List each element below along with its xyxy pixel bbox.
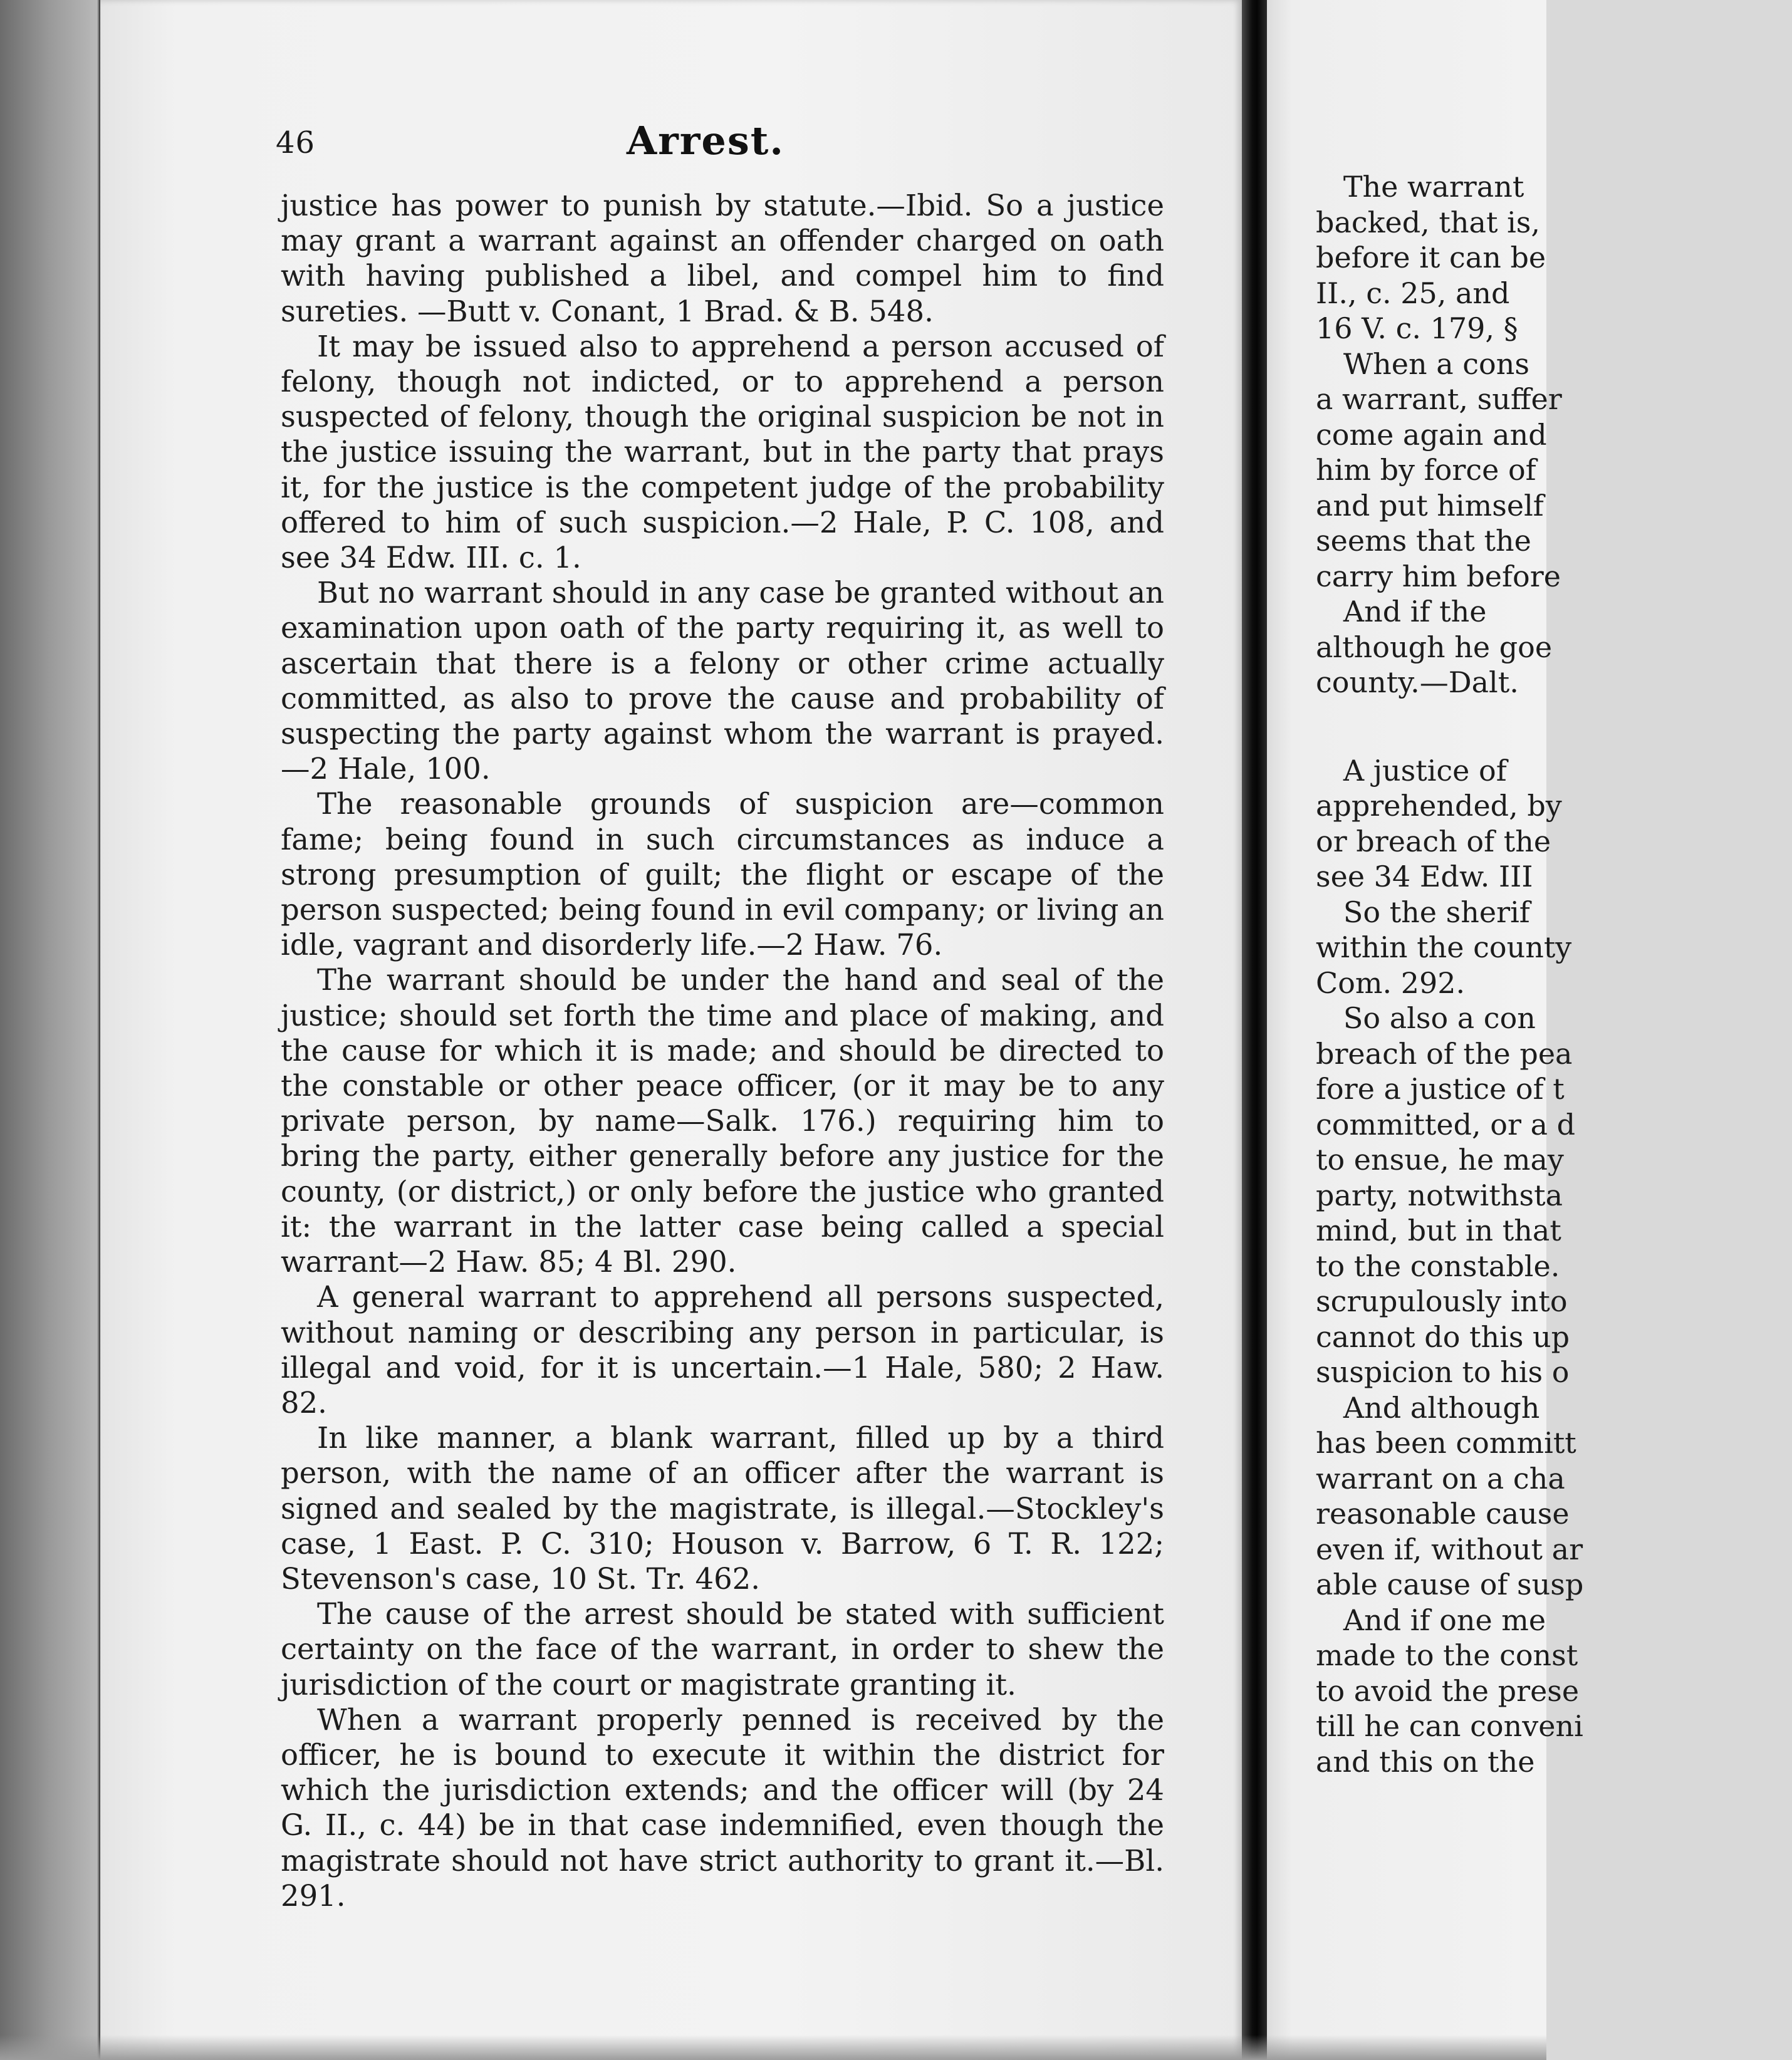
- right-page-line: carry him before: [1316, 559, 1561, 593]
- right-page-line: cannot do this up: [1316, 1319, 1570, 1354]
- right-page-line: committed, or a d: [1316, 1107, 1576, 1142]
- paragraph: But no warrant should in any case be granted without an examination upon oath of the party requiring it, as well to ascertain that there is a felony or other crime actually committed, as also to prove the cause and probability of suspecting the party against whom the warrant is prayed.—2 Hale, 100.: [281, 576, 1164, 786]
- paragraph: A general warrant to apprehend all persons suspected, without naming or describing any person in particular, is illegal and void, for it is uncertain.—1 Hale, 580; 2 Haw. 82.: [281, 1280, 1164, 1420]
- paragraph: The cause of the arrest should be stated with sufficient certainty on the face of the warrant, in order to shew the jurisdiction of the court or magistrate granting it.: [281, 1597, 1164, 1702]
- right-page-line: And if the: [1316, 595, 1487, 628]
- right-page-line: even if, without ar: [1316, 1532, 1583, 1566]
- main-text: [281, 188, 1164, 1913]
- right-page-line: to ensue, he may: [1316, 1143, 1564, 1177]
- right-page-line: and put himself: [1316, 488, 1544, 523]
- right-page-line: before it can be: [1316, 241, 1546, 274]
- right-page-line: county.—Dalt.: [1316, 665, 1519, 699]
- right-page-line: to avoid the prese: [1316, 1673, 1580, 1708]
- right-page-line: II., c. 25, and: [1316, 276, 1510, 310]
- right-page-line: and this on the: [1316, 1744, 1535, 1779]
- right-page-line: fore a justice of t: [1316, 1072, 1565, 1106]
- right-page-line: although he goe: [1316, 630, 1553, 664]
- right-page-line: A justice of: [1316, 753, 1507, 788]
- right-page-line: And if one me: [1316, 1603, 1546, 1637]
- right-page-line: come again and: [1316, 417, 1547, 452]
- right-page-line: able cause of susp: [1316, 1568, 1584, 1601]
- right-page-line: scrupulously into: [1316, 1284, 1568, 1318]
- right-page-line: till he can conveni: [1316, 1709, 1583, 1743]
- right-page-line: party, notwithsta: [1316, 1178, 1563, 1212]
- right-page-line: made to the const: [1316, 1638, 1578, 1672]
- right-page-line: him by force of: [1316, 453, 1536, 487]
- right-page-line: to the constable.: [1316, 1249, 1560, 1283]
- paragraph: In like manner, a blank warrant, filled up by a third person, with the name of an officer after the warrant is signed and sealed by the magistrate, is illegal.—Stockley's case, 1 East. P. C. 310; Houson v. Barrow, 6 T. R. 122; Stevenson's case, 10 St. Tr. 462.: [281, 1421, 1164, 1596]
- right-page-line: suspicion to his o: [1316, 1355, 1570, 1389]
- right-page-line: [1316, 700, 1792, 753]
- right-page-line: within the county: [1316, 930, 1572, 964]
- right-page-line: apprehended, by: [1316, 789, 1562, 823]
- book-gutter: [1242, 0, 1267, 2060]
- running-head: Arrest.: [627, 118, 785, 164]
- right-page-line: see 34 Edw. III: [1316, 860, 1533, 893]
- paragraph: justice has power to punish by statute.—Ibid. So a justice may grant a warrant against an offender charged on oath with having published a libel, and compel him to find sureties. —Butt v. Conant, 1 Brad. & B. 548.: [281, 189, 1164, 328]
- right-page-line: So also a con: [1316, 1001, 1536, 1035]
- right-page-line: 16 V. c. 179, §: [1316, 311, 1518, 345]
- right-page-line: mind, but in that: [1316, 1214, 1561, 1247]
- right-page-line: reasonable cause: [1316, 1497, 1570, 1531]
- right-page-line: When a cons: [1316, 346, 1529, 381]
- paragraph: It may be issued also to apprehend a person accused of felony, though not indicted, or to apprehend a person suspected of felony, though the original suspicion be not in the justice issuing the warrant, but in the party that prays it, for the justice is the competent judge of the probability offered to him of such suspicion.—2 Hale, P. C. 108, and see 34 Edw. III. c. 1.: [281, 329, 1164, 575]
- right-page-line: or breach of the: [1316, 824, 1551, 858]
- paragraph: The warrant should be under the hand and seal of the justice; should set forth the time and place of making, and the cause for which it is made; and should be directed to the constable or other peace officer, (or it may be to any private person, by name—Salk. 176.) requiring him to bring the party, either generally before any justice for the county, (or district,) or only before the justice who granted it: the warrant in the latter case being called a special warrant—2 Haw. 85; 4 Bl. 290.: [281, 963, 1164, 1279]
- right-page-line: Com. 292.: [1316, 965, 1466, 1000]
- right-page-line: So the sherif: [1316, 895, 1530, 929]
- right-page-line: a warrant, suffer: [1316, 382, 1562, 416]
- right-page-line: And although: [1316, 1390, 1540, 1425]
- right-page-line: seems that the: [1316, 524, 1531, 558]
- right-page-line: warrant on a cha: [1316, 1461, 1565, 1496]
- right-page-text: [1316, 169, 1792, 1779]
- right-page-line: The warrant: [1316, 170, 1524, 204]
- scan-border-bottom: [0, 2035, 1546, 2060]
- right-page-line: breach of the pea: [1316, 1036, 1573, 1071]
- right-page-line: has been committ: [1316, 1426, 1576, 1460]
- paragraph: When a warrant properly penned is received by the officer, he is bound to execute it within the district for which the jurisdiction extends; and the officer will (by 24 G. II., c. 44) be in that case indemnified, even though the magistrate should not have strict authority to grant it.—Bl. 291.: [281, 1702, 1164, 1913]
- right-page-line: backed, that is,: [1316, 205, 1541, 239]
- page-number: 46: [276, 125, 316, 160]
- scan-border-left: [0, 0, 100, 2060]
- paragraph: The reasonable grounds of suspicion are—common fame; being found in such circumstances as induce a strong presumption of guilt; the flight or escape of the person suspected; being found in evil company; or living an idle, vagrant and disorderly life.—2 Haw. 76.: [281, 787, 1164, 962]
